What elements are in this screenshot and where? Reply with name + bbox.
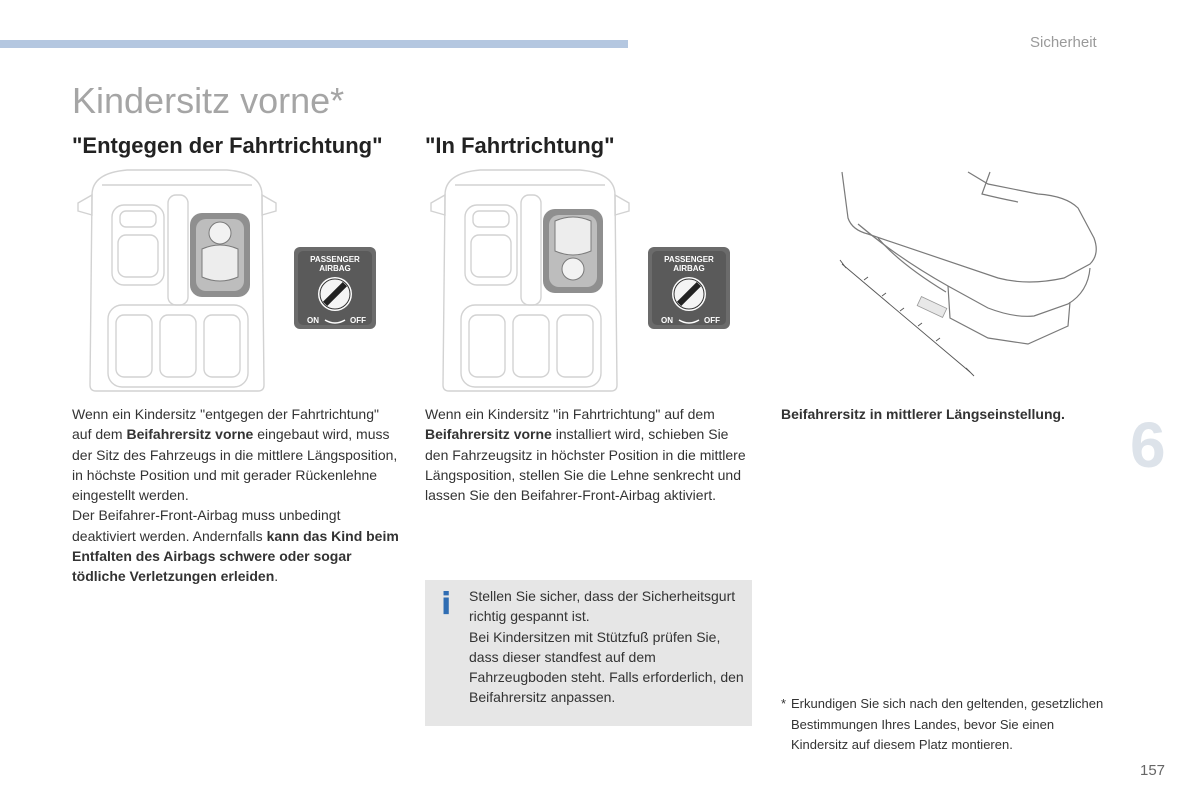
footnote-text: Erkundigen Sie sich nach den geltenden, gesetzlichen Bestimmungen Ihres Landes, bevor Sie einen Kindersitz auf diesem Platz montieren. <box>791 696 1104 752</box>
switch-label-off: OFF <box>350 316 366 325</box>
info-line-2: Bei Kindersitzen mit Stützfuß prüfen Sie, dass dieser standfest auf dem Fahrzeugboden steht. Falls erforderlich, den Beifahrersitz anpassen. <box>469 628 744 706</box>
rearward-facing-text <box>72 404 402 587</box>
switch-label-passenger: PASSENGER <box>664 255 714 264</box>
rearward-paragraph-2: Der Beifahrer-Front-Airbag muss unbedingt deaktiviert werden. Andernfalls kann das Kind beim Entfalten des Airbags schwere oder sogar tödliche Verletzungen erleiden. <box>72 507 399 585</box>
forward-facing-text <box>425 404 755 505</box>
heading-forward-facing: "In Fahrtrichtung" <box>425 133 615 158</box>
car-forward-seat-illustration <box>425 165 635 393</box>
switch-label-off: OFF <box>704 316 720 325</box>
heading-rearward-facing: "Entgegen der Fahrtrichtung" <box>72 133 383 158</box>
seat-caption: Beifahrersitz in mittlerer Längseinstellung. <box>781 406 1065 422</box>
info-box-text <box>469 586 749 708</box>
switch-label-on: ON <box>307 316 319 325</box>
forward-paragraph-1: Wenn ein Kindersitz "in Fahrtrichtung" auf dem Beifahrersitz vorne installiert wird, schieben Sie den Fahrzeugsitz in höchster Position in die mittlere Längsposition, stellen Sie die Lehne senkrecht und lassen Sie den Beifahrer-Front-Airbag aktiviert. <box>425 406 746 504</box>
switch-label-airbag: AIRBAG <box>673 264 705 273</box>
footnote-marker: * <box>781 696 787 711</box>
airbag-switch-on <box>647 246 731 330</box>
info-icon: i <box>441 587 452 622</box>
chapter-number: 6 <box>1130 409 1166 481</box>
switch-label-on: ON <box>661 316 673 325</box>
section-label: Sicherheit <box>1030 34 1097 51</box>
airbag-switch-off <box>293 246 377 330</box>
switch-label-airbag: AIRBAG <box>319 264 351 273</box>
page-number: 157 <box>1140 762 1166 779</box>
footnote <box>781 694 1111 756</box>
info-line-1: Stellen Sie sicher, dass der Sicherheitsgurt richtig gespannt ist. <box>469 588 736 625</box>
rearward-paragraph-1: Wenn ein Kindersitz "entgegen der Fahrtrichtung" auf dem Beifahrersitz vorne eingebaut wird, muss der Sitz des Fahrzeugs in die mittlere Längsposition, in höchste Position und mit gerader Rückenlehne eingestellt werden. <box>72 406 398 504</box>
header-accent-bar <box>0 40 628 48</box>
page-title: Kindersitz vorne* <box>72 80 345 121</box>
car-rearward-seat-illustration <box>72 165 282 393</box>
passenger-seat-illustration <box>838 168 1102 380</box>
switch-label-passenger: PASSENGER <box>310 255 360 264</box>
